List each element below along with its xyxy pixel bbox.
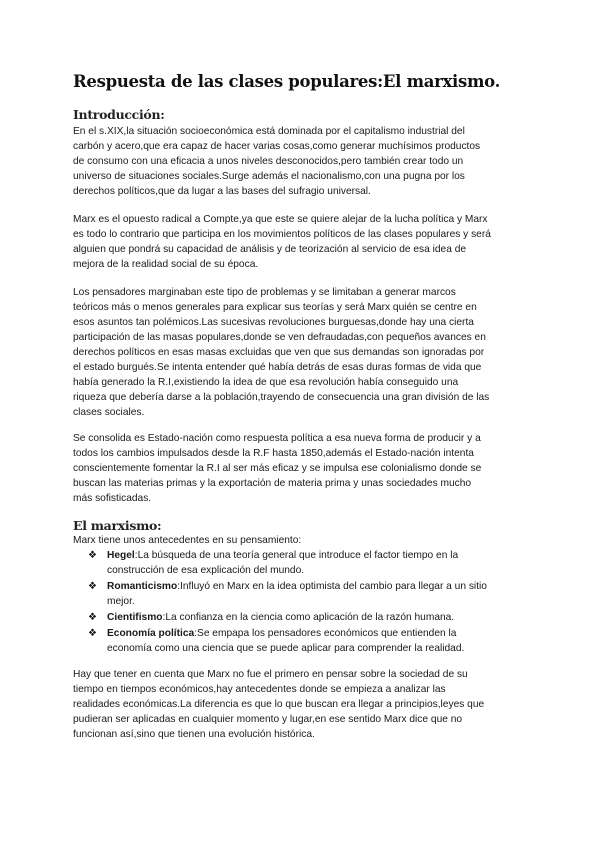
diamond-bullet-icon: ❖ xyxy=(88,581,97,592)
bullet-text: :Se empapa los pensadores económicos que entienden la xyxy=(194,628,457,639)
text-line: es todo lo contrario que participa en los movimientos políticos de las clases populares y será xyxy=(73,229,491,240)
marxismo-lead xyxy=(73,533,535,548)
text-line: mejora de la realidad social de su época. xyxy=(73,259,259,270)
intro-paragraph-3 xyxy=(73,285,535,420)
text-line: clases sociales. xyxy=(73,407,145,418)
text-line: conscientemente fomentar la R.I al ser más eficaz y se impulsa ese colonialismo donde se xyxy=(73,463,482,474)
text-line: todos los cambios impulsados desde la R.F hasta 1850,además el Estado-nación intenta xyxy=(73,448,474,459)
list-item xyxy=(73,548,543,578)
text-line: tiempo en tiempos económicos,hay antecedentes donde se empieza a analizar las xyxy=(73,684,446,695)
bullet-text: :Influyó en Marx en la idea optimista del cambio para llegar a un sitio xyxy=(177,581,487,592)
text-line: economía como una ciencia que se puede aplicar para comprender la realidad. xyxy=(107,643,465,654)
intro-paragraph-1 xyxy=(73,124,535,199)
text-line: realidades económicas.La diferencia es que lo que buscan era llegar a principios,leyes que xyxy=(73,699,485,710)
text-line: el estado burgués.Se intenta entender qué había detrás de esas duras formas de vida que xyxy=(73,362,482,373)
text-line: alguien que pondrá su capacidad de análisis y de teorización al servicio de esa idea de xyxy=(73,244,467,255)
text-line: derechos políticos en esas masas excluidas que ven que sus demandas son ignoradas por xyxy=(73,347,485,358)
text-line: teóricos más o menos generales para explicar sus teorías y será Marx quién se centre en xyxy=(73,302,477,313)
antecedents-list xyxy=(73,548,543,657)
intro-heading: Introducción: xyxy=(73,107,165,122)
bullet-text: :La búsqueda de una teoría general que introduce el factor tiempo en la xyxy=(134,550,459,561)
text-line: Hay que tener en cuenta que Marx no fue el primero en pensar sobre la sociedad de su xyxy=(73,669,468,680)
text-line: más sofisticadas. xyxy=(73,493,152,504)
list-item xyxy=(73,610,543,625)
text-line: construcción de esa explicación del mundo. xyxy=(107,565,305,576)
bullet-text: :La confianza en la ciencia como aplicación de la razón humana. xyxy=(162,612,455,623)
list-item xyxy=(73,626,543,656)
text-line: derechos políticos,que da lugar a las bases del sufragio universal. xyxy=(73,186,371,197)
bullet-term: Hegel xyxy=(107,550,135,561)
text-line: Marx tiene unos antecedentes en su pensamiento: xyxy=(73,535,302,546)
text-line: Marx es el opuesto radical a Compte,ya que este se quiere alejar de la lucha política y Marx xyxy=(73,214,488,225)
text-line: buscan las materias primas y la exportación de materia prima y unas sociedades mucho xyxy=(73,478,472,489)
diamond-bullet-icon: ❖ xyxy=(88,612,97,623)
bullet-term: Romanticismo xyxy=(107,581,178,592)
intro-paragraph-4 xyxy=(73,431,535,506)
bullet-term: Economía política xyxy=(107,628,195,639)
text-line: Los pensadores marginaban este tipo de problemas y se limitaban a generar marcos xyxy=(73,287,456,298)
diamond-bullet-icon: ❖ xyxy=(88,628,97,639)
diamond-bullet-icon: ❖ xyxy=(88,550,97,561)
text-line: mejor. xyxy=(107,596,135,607)
document-title: Respuesta de las clases populares:El marxismo. xyxy=(73,72,501,91)
text-line: funcionan así,sino que tienen una evolución histórica. xyxy=(73,729,315,740)
intro-paragraph-2 xyxy=(73,212,535,272)
text-line: universo de situaciones sociales.Surge además el nacionalismo,con una pugna por los xyxy=(73,171,465,182)
text-line: había generado la R.I,existiendo la idea de que esa revolución había conseguido una xyxy=(73,377,459,388)
text-line: pudieran ser aplicadas en cualquier momento y lugar,en ese sentido Marx dice que no xyxy=(73,714,463,725)
list-item xyxy=(73,579,543,609)
text-line: de consumo con una eficacia a unos niveles desconocidos,pero también crear todo un xyxy=(73,156,464,167)
text-line: carbón y acero,que era capaz de hacer varias cosas,como generar muchísimos productos xyxy=(73,141,481,152)
bullet-term: Cientifismo xyxy=(107,612,163,623)
text-line: Se consolida es Estado-nación como respuesta política a esa nueva forma de producir y a xyxy=(73,433,481,444)
text-line: esos asuntos tan polémicos.Las sucesivas revoluciones burguesas,donde hay una cierta xyxy=(73,317,474,328)
text-line: riqueza que debería darse a la población,trayendo de consecuencia una gran división de las xyxy=(73,392,490,403)
text-line: En el s.XIX,la situación socioeconómica está dominada por el capitalismo industrial del xyxy=(73,126,465,137)
marxismo-heading: El marxismo: xyxy=(73,518,162,533)
closing-paragraph xyxy=(73,667,535,742)
text-line: participación de las masas populares,donde se ven defraudadas,con pequeños avances en xyxy=(73,332,486,343)
